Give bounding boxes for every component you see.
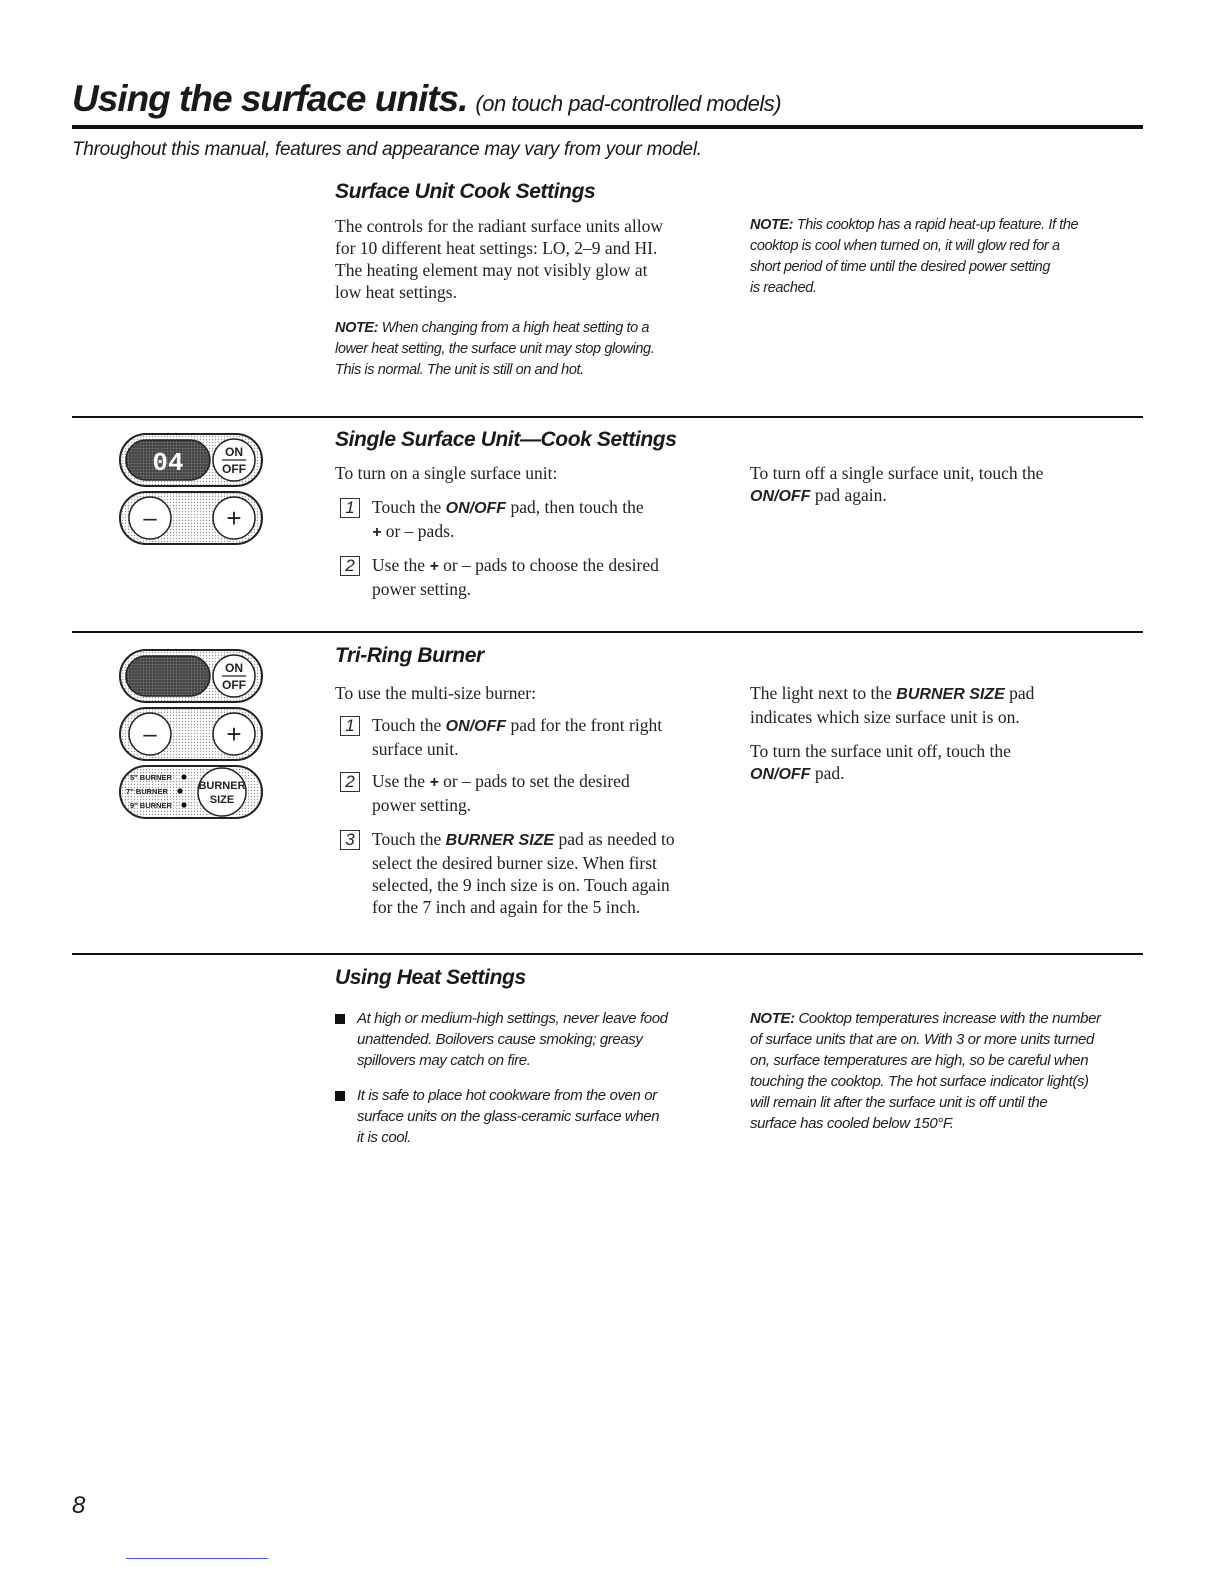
burner-7-label: 7" BURNER xyxy=(126,787,168,796)
sec1-note-left xyxy=(335,318,654,381)
bullet-line: At high or medium-high settings, never leave food xyxy=(357,1010,668,1027)
plus-label: + xyxy=(429,558,439,575)
body-line: To turn the surface unit off, touch the xyxy=(750,741,1011,761)
step-number: 1 xyxy=(340,716,360,736)
body-line: pad. xyxy=(810,763,845,783)
step-text: pad as needed to xyxy=(554,829,675,849)
burner-pad-label: BURNER xyxy=(198,780,246,792)
step-number: 3 xyxy=(340,830,360,850)
note-line: lower heat setting, the surface unit may stop glowing. xyxy=(335,341,655,357)
sec2-right-text xyxy=(750,462,1043,508)
tri-ring-control-panel xyxy=(118,648,266,822)
sec4-note xyxy=(750,1008,1101,1134)
sec3-right-text xyxy=(750,682,1034,786)
sec3-step-1 xyxy=(340,714,720,760)
note-line: cooktop is cool when turned on, it will glow red for a xyxy=(750,238,1060,254)
note-line: of surface units that are on. With 3 or more units turned xyxy=(750,1031,1094,1048)
burner-9-indicator xyxy=(181,802,186,807)
footer-line xyxy=(126,1558,268,1559)
body-line: low heat settings. xyxy=(335,282,457,302)
step-text: Touch the xyxy=(372,715,446,735)
burner-size-label: BURNER SIZE xyxy=(445,832,555,849)
body-line: The controls for the radiant surface units allow xyxy=(335,216,664,236)
tagline: Throughout this manual, features and appearance may vary from your model. xyxy=(72,139,702,160)
burner-size-pad xyxy=(198,768,246,816)
onoff-label: ON/OFF xyxy=(750,766,811,783)
burner-5-label: 5" BURNER xyxy=(130,773,172,782)
bullet-line: spillovers may catch on fire. xyxy=(357,1052,531,1069)
burner-size-label: BURNER SIZE xyxy=(896,686,1005,703)
plus-label: + xyxy=(226,719,242,749)
size-pad-label: SIZE xyxy=(209,794,235,806)
sec3-intro: To use the multi-size burner: xyxy=(335,683,536,703)
section-heading-heat-settings: Using Heat Settings xyxy=(335,966,526,989)
step-text: Touch the xyxy=(372,829,446,849)
burner-9-label: 9" BURNER xyxy=(130,801,172,810)
page-number: 8 xyxy=(72,1492,86,1519)
step-text: power setting. xyxy=(372,579,472,599)
sec3-step-3 xyxy=(340,828,740,918)
single-unit-control-panel xyxy=(118,432,266,548)
note-line: touching the cooktop. The hot surface indicator light(s) xyxy=(750,1073,1089,1090)
note-line: Cooktop temperatures increase with the number xyxy=(794,1010,1101,1027)
note-line: surface has cooled below 150°F. xyxy=(750,1115,954,1132)
note-line: on, surface temperatures are high, so be careful when xyxy=(750,1052,1089,1069)
step-text: or – pads. xyxy=(381,521,455,541)
step-text: pad for the front right xyxy=(506,715,663,735)
step-text: or – pads to choose the desired xyxy=(438,555,659,575)
sec1-body xyxy=(335,215,663,303)
step-text: pad, then touch the xyxy=(506,497,644,517)
body-line: pad xyxy=(1004,683,1035,703)
page-title xyxy=(72,78,781,120)
body-line: The light next to the xyxy=(750,683,897,703)
body-line: pad again. xyxy=(810,485,887,505)
note-line: When changing from a high heat setting to a xyxy=(378,320,650,336)
body-line: The heating element may not visibly glow at xyxy=(335,260,648,280)
minus-label: – xyxy=(143,505,157,532)
body-line: To turn off a single surface unit, touch the xyxy=(750,463,1044,483)
section-divider xyxy=(72,953,1143,955)
plus-label: + xyxy=(372,524,382,541)
onoff-label: ON/OFF xyxy=(445,500,507,517)
sec3-step-2 xyxy=(340,770,720,816)
step-text: select the desired burner size. When first xyxy=(372,853,657,873)
note-line: This cooktop has a rapid heat-up feature. If the xyxy=(793,217,1079,233)
minus-label: – xyxy=(143,721,157,748)
note-label: NOTE: xyxy=(750,1010,795,1027)
onoff-label: ON/OFF xyxy=(445,718,507,735)
note-line: is reached. xyxy=(750,280,817,296)
body-line: for 10 different heat settings: LO, 2–9 and HI. xyxy=(335,238,658,258)
section-heading-single-unit: Single Surface Unit—Cook Settings xyxy=(335,428,677,451)
plus-label: + xyxy=(226,503,242,533)
step-text: for the 7 inch and again for the 5 inch. xyxy=(372,897,641,917)
note-label: NOTE: xyxy=(750,217,794,233)
bullet-line: unattended. Boilovers cause smoking; greasy xyxy=(357,1031,643,1048)
step-text: surface unit. xyxy=(372,739,459,759)
sec2-step-1 xyxy=(340,496,710,544)
section-heading-cook-settings: Surface Unit Cook Settings xyxy=(335,180,596,203)
step-text: selected, the 9 inch size is on. Touch again xyxy=(372,875,670,895)
on-label: ON xyxy=(225,661,243,675)
section-divider xyxy=(72,631,1143,633)
step-text: Use the xyxy=(372,555,430,575)
header-rule xyxy=(72,125,1143,129)
bullet-icon xyxy=(335,1014,345,1024)
title-main: Using the surface units. xyxy=(72,78,468,119)
bullet-icon xyxy=(335,1091,345,1101)
bullet-line: it is cool. xyxy=(357,1129,411,1146)
step-number: 2 xyxy=(340,772,360,792)
off-label: OFF xyxy=(222,462,246,476)
step-text: Touch the xyxy=(372,497,446,517)
step-number: 1 xyxy=(340,498,360,518)
sec2-step-2 xyxy=(340,554,710,600)
bullet-line: It is safe to place hot cookware from the oven or xyxy=(357,1087,657,1104)
step-text: power setting. xyxy=(372,795,472,815)
display-digits: 04 xyxy=(152,448,184,478)
note-line: will remain lit after the surface unit is off until the xyxy=(750,1094,1048,1111)
step-text: or – pads to set the desired xyxy=(438,771,630,791)
section-heading-tri-ring: Tri-Ring Burner xyxy=(335,644,484,667)
onoff-label: ON/OFF xyxy=(750,488,811,505)
note-line: short period of time until the desired power setting xyxy=(750,259,1050,275)
bullet-line: surface units on the glass-ceramic surface when xyxy=(357,1108,660,1125)
section-divider xyxy=(72,416,1143,418)
sec2-intro: To turn on a single surface unit: xyxy=(335,463,558,483)
step-number: 2 xyxy=(340,556,360,576)
sec1-note-right xyxy=(750,215,1078,299)
digital-display xyxy=(126,656,210,696)
off-label: OFF xyxy=(222,678,246,692)
burner-7-indicator xyxy=(177,788,182,793)
plus-label: + xyxy=(429,774,439,791)
note-label: NOTE: xyxy=(335,320,379,336)
title-subtitle: (on touch pad-controlled models) xyxy=(475,91,782,116)
burner-5-indicator xyxy=(181,774,186,779)
bullet-item xyxy=(335,1008,735,1071)
on-label: ON xyxy=(225,445,243,459)
bullet-item xyxy=(335,1085,735,1148)
step-text: Use the xyxy=(372,771,430,791)
note-line: This is normal. The unit is still on and hot. xyxy=(335,362,584,378)
body-line: indicates which size surface unit is on. xyxy=(750,707,1020,727)
